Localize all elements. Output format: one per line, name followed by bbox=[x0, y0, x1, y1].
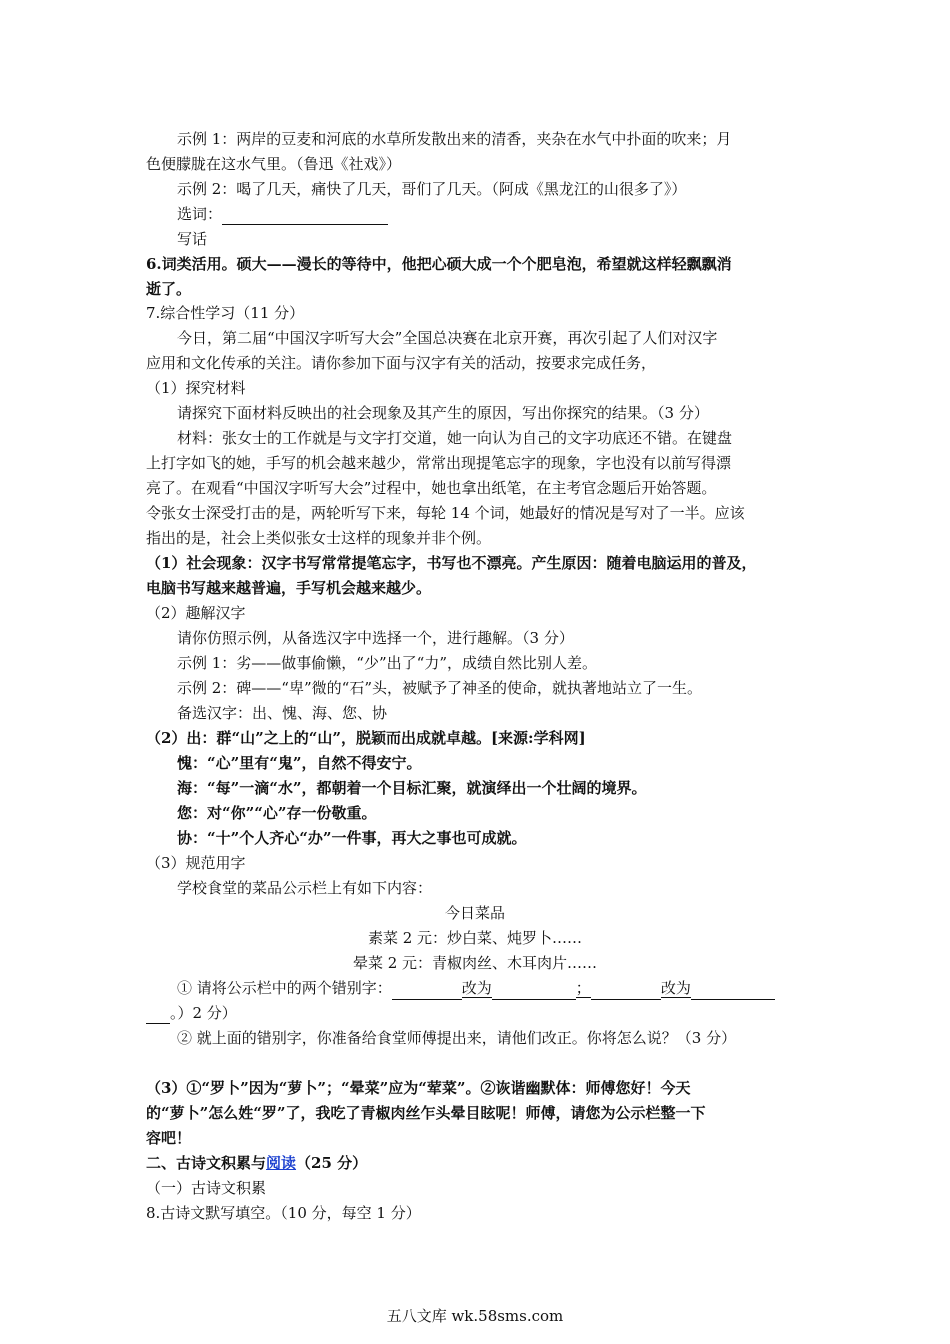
part2-answer-chu: （2）出：群“山”之上的“山”，脱颖而出成就卓越。[来源:学科网] bbox=[146, 729, 586, 747]
q7-intro-line-2: 应用和文化传承的关注。请你参加下面与汉字有关的活动，按要求完成任务， bbox=[146, 354, 657, 372]
typo-question-line-2: 。）2 分） bbox=[146, 1002, 950, 1026]
write-label: 写话 bbox=[177, 230, 208, 248]
menu-line-meat: 晕菜 2 元：青椒肉丝、木耳肉片…… bbox=[352, 954, 598, 972]
part2-answer-nin: 您：对“你”“心”存一份敬重。 bbox=[177, 804, 377, 822]
typo-blank-5[interactable] bbox=[146, 1007, 170, 1024]
q7-part2-heading: （2）趣解汉字 bbox=[146, 604, 246, 622]
example-1-line-2: 色便朦胧在这水气里。（鲁迅《社戏》） bbox=[146, 155, 402, 173]
example-1-line-1: 示例 1：两岸的豆麦和河底的水草所发散出来的清香，夹杂在水气中扑面的吹来；月 bbox=[177, 130, 732, 148]
q6-answer-line-2: 逝了。 bbox=[146, 280, 192, 298]
material-line-5: 指出的是，社会上类似张女士这样的现象并非个例。 bbox=[146, 529, 492, 547]
q6-answer-line-1: 6.词类活用。硕大——漫长的等待中，他把心硕大成一个个肥皂泡，希望就这样轻飘飘消 bbox=[146, 255, 732, 273]
candidate-characters: 备选汉字：出、愧、海、您、协 bbox=[177, 704, 388, 722]
material-line-1: 材料：张女士的工作就是与文字打交道，她一向认为自己的文字功底还不错。在键盘 bbox=[177, 429, 733, 447]
example-2-line: 示例 2：喝了几天，痛快了几天，哥们了几天。（阿成《黑龙江的山很多了》） bbox=[177, 180, 687, 198]
q7-part2-instruction: 请你仿照示例，从备选汉字中选择一个，进行趣解。（3 分） bbox=[177, 629, 574, 647]
menu-line-veg: 素菜 2 元：炒白菜、炖罗卜…… bbox=[367, 929, 583, 947]
part1-answer-line-2: 电脑书写越来越普遍，手写机会越来越少。 bbox=[146, 579, 432, 597]
section-2-heading: 二、古诗文积累与阅读（25 分） bbox=[146, 1154, 368, 1172]
part2-example-2: 示例 2：碑——“卑”微的“石”头，被赋予了神圣的使命，就执著地站立了一生。 bbox=[177, 679, 702, 697]
menu-title: 今日菜品 bbox=[444, 904, 505, 922]
suggestion-question: ② 就上面的错别字，你准备给食堂师傅提出来，请他们改正。你将怎么说？（3 分） bbox=[177, 1029, 737, 1047]
part3-answer-line-1: （3）①“罗卜”因为“萝卜”；“晕菜”应为“荤菜”。②诙谐幽默体：师傅您好！今天 bbox=[146, 1079, 691, 1097]
subsection-1-heading: （一）古诗文积累 bbox=[146, 1179, 267, 1197]
material-line-2: 上打字如飞的她，手写的机会越来越少，常常出现提笔忘字的现象，字也没有以前写得漂 bbox=[146, 454, 732, 472]
part3-answer-line-2: 的“萝卜”怎么姓“罗”了，我吃了青椒肉丝乍头晕目眩呢！师傅，请您为公示栏整一下 bbox=[146, 1104, 706, 1122]
part2-answer-xie: 协：“十”个人齐心“办”一件事，再大之事也可成就。 bbox=[177, 829, 527, 847]
typo-blank-1[interactable] bbox=[392, 983, 462, 1000]
material-line-4: 令张女士深受打击的是，两轮听写下来，每轮 14 个词，她最好的情况是写对了一半。应该 bbox=[146, 504, 745, 522]
q7-part1-heading: （1）探究材料 bbox=[146, 379, 246, 397]
part2-answer-hai: 海：“每”一滴“水”，都朝着一个目标汇聚，就演绎出一个壮阔的境界。 bbox=[177, 779, 647, 797]
reading-link[interactable]: 阅读 bbox=[266, 1154, 297, 1172]
word-choice-line: 选词： bbox=[177, 203, 950, 227]
typo-question-line-1: ① 请将公示栏中的两个错别字： 改为 ； 改为 bbox=[177, 977, 950, 1001]
q7-intro-line-1: 今日，第二届“中国汉字听写大会”全国总决赛在北京开赛，再次引起了人们对汉字 bbox=[177, 329, 718, 347]
part2-answer-kui: 愧：“心”里有“鬼”，自然不得安宁。 bbox=[177, 754, 422, 772]
typo-blank-2[interactable] bbox=[492, 983, 576, 1000]
q7-heading: 7.综合性学习（11 分） bbox=[146, 304, 305, 322]
typo-blank-3[interactable] bbox=[591, 983, 661, 1000]
part3-answer-line-3: 容吧！ bbox=[146, 1129, 192, 1147]
q7-part3-heading: （3）规范用字 bbox=[146, 854, 246, 872]
q7-part1-instruction: 请探究下面材料反映出的社会现象及其产生的原因，写出你探究的结果。（3 分） bbox=[177, 404, 709, 422]
q8-heading: 8.古诗文默写填空。（10 分，每空 1 分） bbox=[146, 1204, 421, 1222]
page-footer: 五八文库 wk.58sms.com bbox=[386, 1307, 564, 1325]
part1-answer-line-1: （1）社会现象：汉字书写常常提笔忘字，书写也不漂亮。产生原因：随着电脑运用的普及， bbox=[146, 554, 757, 572]
typo-blank-4[interactable] bbox=[691, 983, 775, 1000]
q7-part3-intro: 学校食堂的菜品公示栏上有如下内容： bbox=[177, 879, 433, 897]
part2-example-1: 示例 1：劣——做事偷懒，“少”出了“力”，成绩自然比别人差。 bbox=[177, 654, 597, 672]
word-choice-blank[interactable] bbox=[222, 208, 388, 225]
material-line-3: 亮了。在观看“中国汉字听写大会”过程中，她也拿出纸笔，在主考官念题后开始答题。 bbox=[146, 479, 717, 497]
